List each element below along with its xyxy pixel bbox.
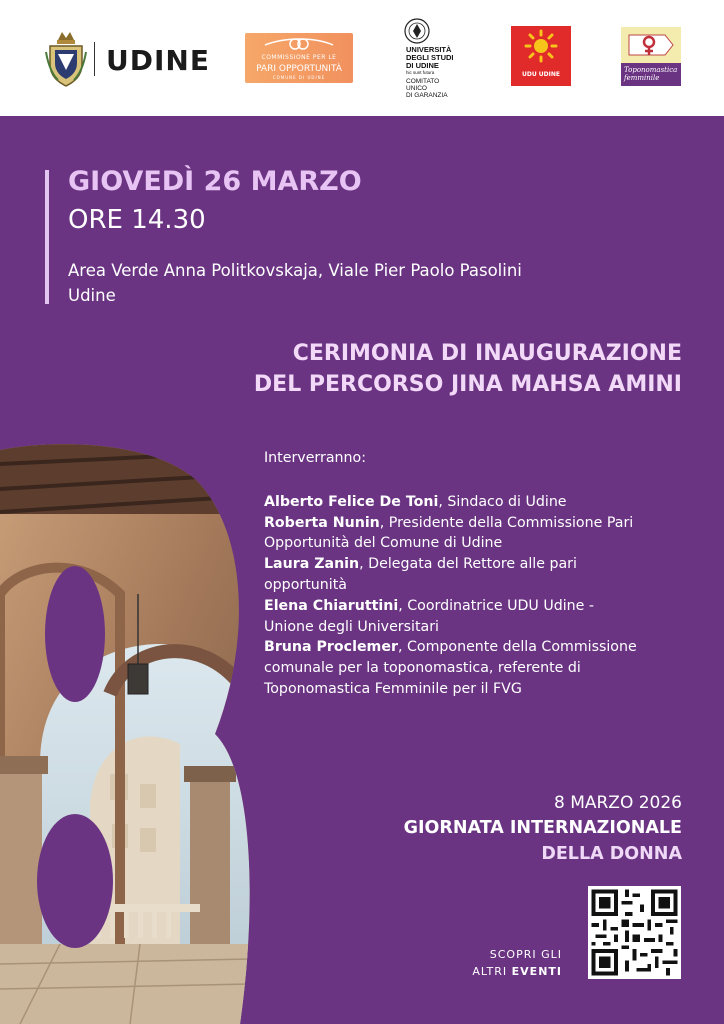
closing-line-2: DELLA DONNA [541, 844, 682, 864]
discover-events-cta [440, 946, 562, 980]
event-title [254, 338, 682, 400]
speaker-role: , Coordinatrice UDU Udine - Unione degli Universitari [264, 597, 594, 635]
udu-label: UDU UDINE [521, 71, 561, 78]
speaker-name: Bruna Proclemer [264, 639, 398, 656]
uni-line-6: DI GARANZIA [406, 92, 448, 99]
speaker-name: Elena Chiaruttini [264, 597, 399, 614]
female-symbol-icon [621, 27, 681, 63]
cta-prefix: ALTRI [472, 965, 512, 978]
speaker-item [264, 596, 644, 638]
closing-block [404, 792, 682, 867]
uni-line-3: DI UDINE [406, 61, 439, 70]
uni-line-2: DEGLI STUDI [406, 53, 454, 62]
speaker-role: , Delegata del Rettore alle pari opportunità [264, 556, 577, 593]
udine-coat-of-arms-icon [44, 30, 88, 88]
logo-header [0, 0, 724, 116]
logo-divider [94, 42, 95, 76]
speaker-item [264, 492, 704, 513]
topo-line-1: Toponomastica [624, 66, 678, 74]
speaker-name: Alberto Felice De Toni [264, 493, 439, 510]
speaker-item [264, 513, 656, 555]
universita-udine-logo [396, 18, 466, 104]
qr-code[interactable] [588, 886, 681, 979]
uni-line-1: UNIVERSITÀ [406, 45, 452, 54]
speaker-item [264, 637, 689, 699]
accent-bar [45, 170, 49, 304]
closing-line-1: GIORNATA INTERNAZIONALE [403, 818, 682, 838]
uni-line-5: UNICO [406, 85, 427, 92]
udine-wordmark: UDINE [106, 44, 210, 77]
qr-code-icon [588, 886, 681, 979]
event-time: ORE 14.30 [68, 205, 206, 235]
po-line-3: COMUNE DI UDINE [272, 75, 326, 80]
address-line-2: Udine [68, 286, 116, 305]
closing-date: 8 MARZO 2026 [553, 793, 682, 813]
address-line-1: Area Verde Anna Politkovskaja, Viale Pier Paolo Pasolini [68, 261, 522, 280]
sun-icon [511, 26, 571, 70]
cta-bold: EVENTI [511, 965, 562, 978]
speaker-role: , Sindaco di Udine [438, 493, 567, 510]
speaker-item [264, 554, 624, 596]
event-address [68, 258, 522, 308]
university-seal-icon [404, 18, 430, 44]
event-date: GIOVEDÌ 26 MARZO [68, 166, 362, 197]
cta-line-1: SCOPRI GLI [489, 948, 562, 961]
speaker-name: Roberta Nunin [264, 514, 380, 531]
po-line-2: PARI OPPORTUNITÀ [256, 64, 342, 74]
title-line-1: CERIMONIA DI INAUGURAZIONE [292, 341, 682, 366]
speakers-intro: Interverranno: [264, 450, 366, 466]
toponomastica-femminile-logo [621, 27, 681, 86]
cta-line-2 [440, 963, 562, 980]
number-eight-photo [0, 444, 250, 1024]
speakers-section [264, 448, 704, 700]
title-line-2: DEL PERCORSO JINA MAHSA AMINI [253, 372, 682, 397]
speaker-name: Laura Zanin [264, 556, 360, 573]
po-line-1: COMMISSIONE PER LE [261, 54, 337, 61]
uni-motto: hic sunt futura [406, 70, 435, 75]
comune-udine-logo [44, 30, 210, 88]
topo-label [624, 66, 677, 82]
topo-line-2: femminile [624, 74, 660, 82]
udu-udine-logo [511, 26, 571, 86]
pari-opportunita-logo [245, 33, 353, 83]
rings-icon [245, 33, 353, 55]
uni-line-4: COMITATO [406, 78, 440, 85]
speaker-role: , Presidente della Commissione Pari Opportunità del Comune di Udine [264, 514, 634, 552]
speaker-role: , Componente della Commissione comunale per la toponomastica, referente di Toponomastica Femminile per il FVG [264, 639, 637, 697]
